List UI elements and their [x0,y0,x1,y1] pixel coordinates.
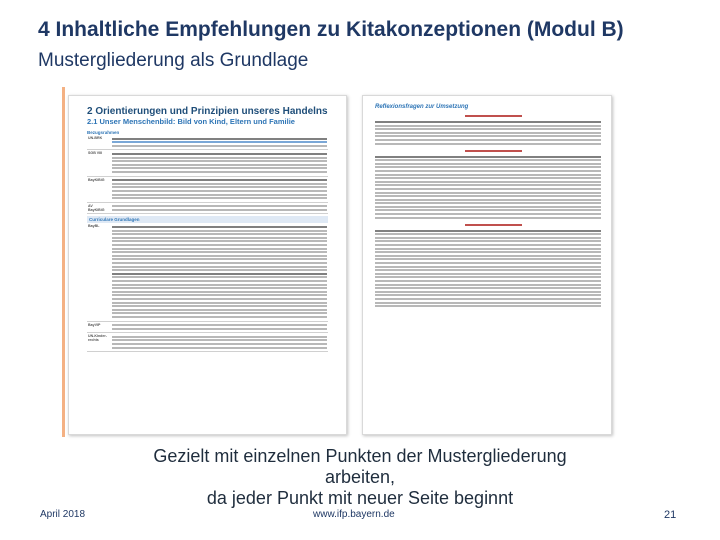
footer-date: April 2018 [40,509,86,520]
row-key: BayKiBiG [88,177,105,182]
row-key: SGB VIII [88,151,103,156]
caption-line-2: arbeiten, [324,467,396,487]
question-band [375,222,601,228]
question-band [375,113,601,119]
question-band [375,148,601,154]
document-page-right [362,95,612,435]
table-row [87,203,328,215]
section-label-curriculare-grundlagen: Curriculare Grundlagen [87,216,328,223]
accent-bar [62,87,65,437]
row-key: BayBL [88,224,100,229]
table-row [87,177,328,203]
table-row [87,135,328,150]
row-key: AV BayKiBiG [88,203,105,212]
document-page-left [68,95,347,435]
table-row [87,223,328,321]
slide-subtitle: Mustergliederung als Grundlage [38,50,309,71]
reflection-heading: Reflexionsfragen zur Umsetzung [375,104,469,110]
table-row [87,322,328,334]
caption-line-1: Gezielt mit einzelnen Punkten der Mustergliederung [153,446,567,466]
row-key: UN-BRK [88,136,103,140]
row-key: BayVIP [88,322,101,327]
table-row [87,333,328,352]
row-key: UN-Kinder-rechts [88,334,107,343]
slide-caption [100,446,620,509]
section-label-bezugsrahmen: Bezugsrahmen [87,130,120,135]
document-heading: 2 Orientierungen und Prinzipien unseres Handelns [87,106,328,117]
page-number: 21 [664,509,677,521]
footer-url[interactable]: www.ifp.bayern.de [313,509,395,520]
document-subheading: 2.1 Unser Menschenbild: Bild von Kind, Eltern und Familie [87,117,295,126]
slide-title: 4 Inhaltliche Empfehlungen zu Kitakonzeptionen (Modul B) [38,18,624,41]
table-row [87,150,328,176]
caption-line-3: da jeder Punkt mit neuer Seite beginnt [206,488,514,508]
